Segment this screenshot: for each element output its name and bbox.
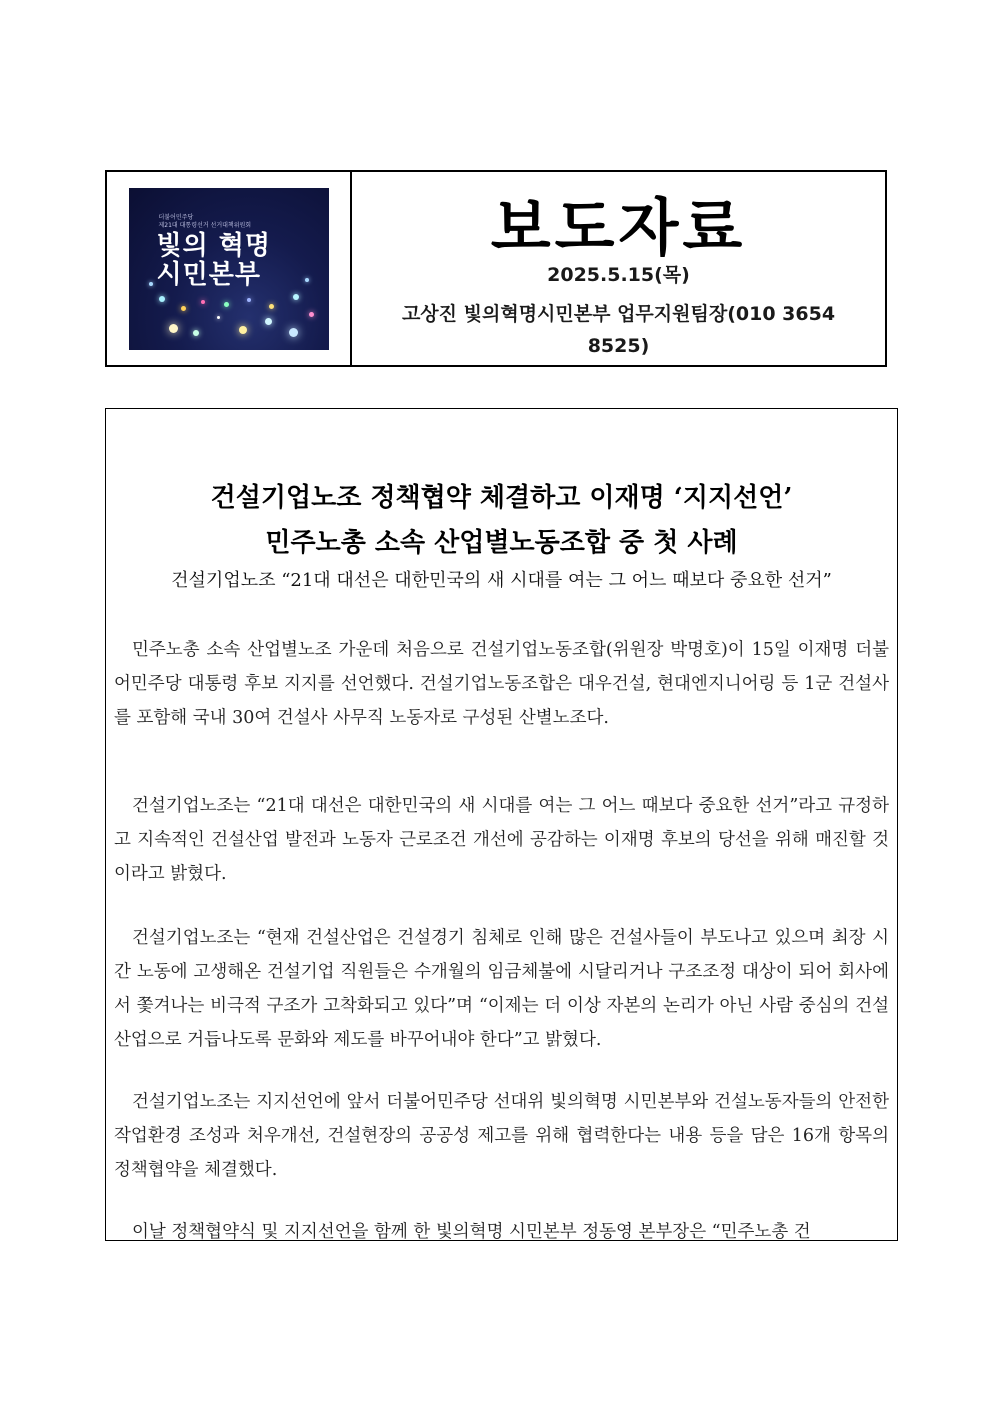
paragraph: 건설기업노조는 “21대 대선은 대한민국의 새 시대를 여는 그 어느 때보다 중요한 선거”라고 규정하고 지속적인 건설산업 발전과 노동자 근로조건 개선에 공감하는 이재명 후보의 당선을 위해 매진할 것이라고 밝혔다.: [114, 796, 889, 884]
article-body: [105, 408, 898, 1241]
light-dot: [265, 318, 272, 325]
light-dot: [239, 326, 247, 334]
light-dot: [169, 324, 178, 333]
light-dot: [224, 302, 229, 307]
logo-org-text: [159, 214, 252, 230]
logo-org-line1: 더불어민주당: [158, 213, 194, 221]
light-dot: [305, 278, 309, 282]
quote-subheadline: 건설기업노조 “21대 대선은 대한민국의 새 시대를 여는 그 어느 때보다 중요한 선거”: [171, 570, 832, 591]
paragraph: 건설기업노조는 “현재 건설산업은 건설경기 침체로 인해 많은 건설사들이 부도나고 있으며 최장 시간 노동에 고생해온 건설기업 직원들은 수개월의 임금체불에 시달리거나 구조조정 대상이 되어 회사에서 쫓겨나는 비극적 구조가 고착화되고 있다”며 “이제는 더 이상 자본의 논리가 아닌 사람 중심의 건설산업으로 거듭나도록 문화와 제도를 바꾸어내야 한다”고 밝혔다.: [114, 928, 889, 1050]
paragraph: 민주노총 소속 산업별노조 가운데 처음으로 건설기업노동조합(위원장 박명호)이 15일 이재명 더불어민주당 대통령 후보 지지를 선언했다. 건설기업노동조합은 대우건설, 현대엔지니어링 등 1군 건설사를 포함해 국내 30여 건설사 사무직 노동자로 구성된 산별노조다.: [114, 640, 889, 728]
paragraph: 이날 정책협약식 및 지지선언을 함께 한 빛의혁명 시민본부 정동영 본부장은 “민주노총 건: [132, 1222, 811, 1241]
light-dot: [217, 316, 220, 319]
contact-line2: 8525): [587, 335, 650, 357]
release-date: 2025.5.15(목): [547, 264, 690, 286]
logo-name-line1: 빛의 혁명: [156, 230, 272, 261]
light-dot: [247, 298, 251, 302]
press-release-title: 보도자료: [490, 191, 747, 264]
light-dot: [181, 306, 186, 311]
light-dot: [159, 296, 165, 302]
light-dot: [193, 330, 199, 336]
logo-org-line2: 제21대 대통령선거 선거대책위원회: [158, 221, 252, 229]
light-dot: [293, 294, 299, 300]
light-dot: [201, 300, 205, 304]
headline: 건설기업노조 정책협약 체결하고 이재명 ‘지지선언’: [210, 483, 793, 513]
logo-cell: [107, 172, 352, 365]
paragraph: 건설기업노조는 지지선언에 앞서 더불어민주당 선대위 빛의혁명 시민본부와 건설노동자들의 안전한 작업환경 조성과 처우개선, 건설현장의 공공성 제고를 위해 협력한다는 내용 등을 담은 16개 항목의 정책협약을 체결했다.: [114, 1092, 889, 1180]
light-dot: [289, 328, 298, 337]
sub-headline: 민주노총 소속 산업별노동조합 중 첫 사례: [265, 528, 738, 558]
logo-name-line2: 시민본부: [156, 259, 261, 290]
press-release-header: [105, 170, 887, 367]
contact-info: [364, 298, 873, 362]
light-dot: [269, 304, 274, 309]
citizen-headquarters-logo: [129, 188, 329, 350]
logo-name: [157, 232, 272, 290]
title-cell: [352, 172, 885, 365]
light-dot: [149, 282, 153, 286]
light-dot: [309, 312, 314, 317]
contact-line1: 고상진 빛의혁명시민본부 업무지원팀장(010 3654: [401, 303, 836, 325]
